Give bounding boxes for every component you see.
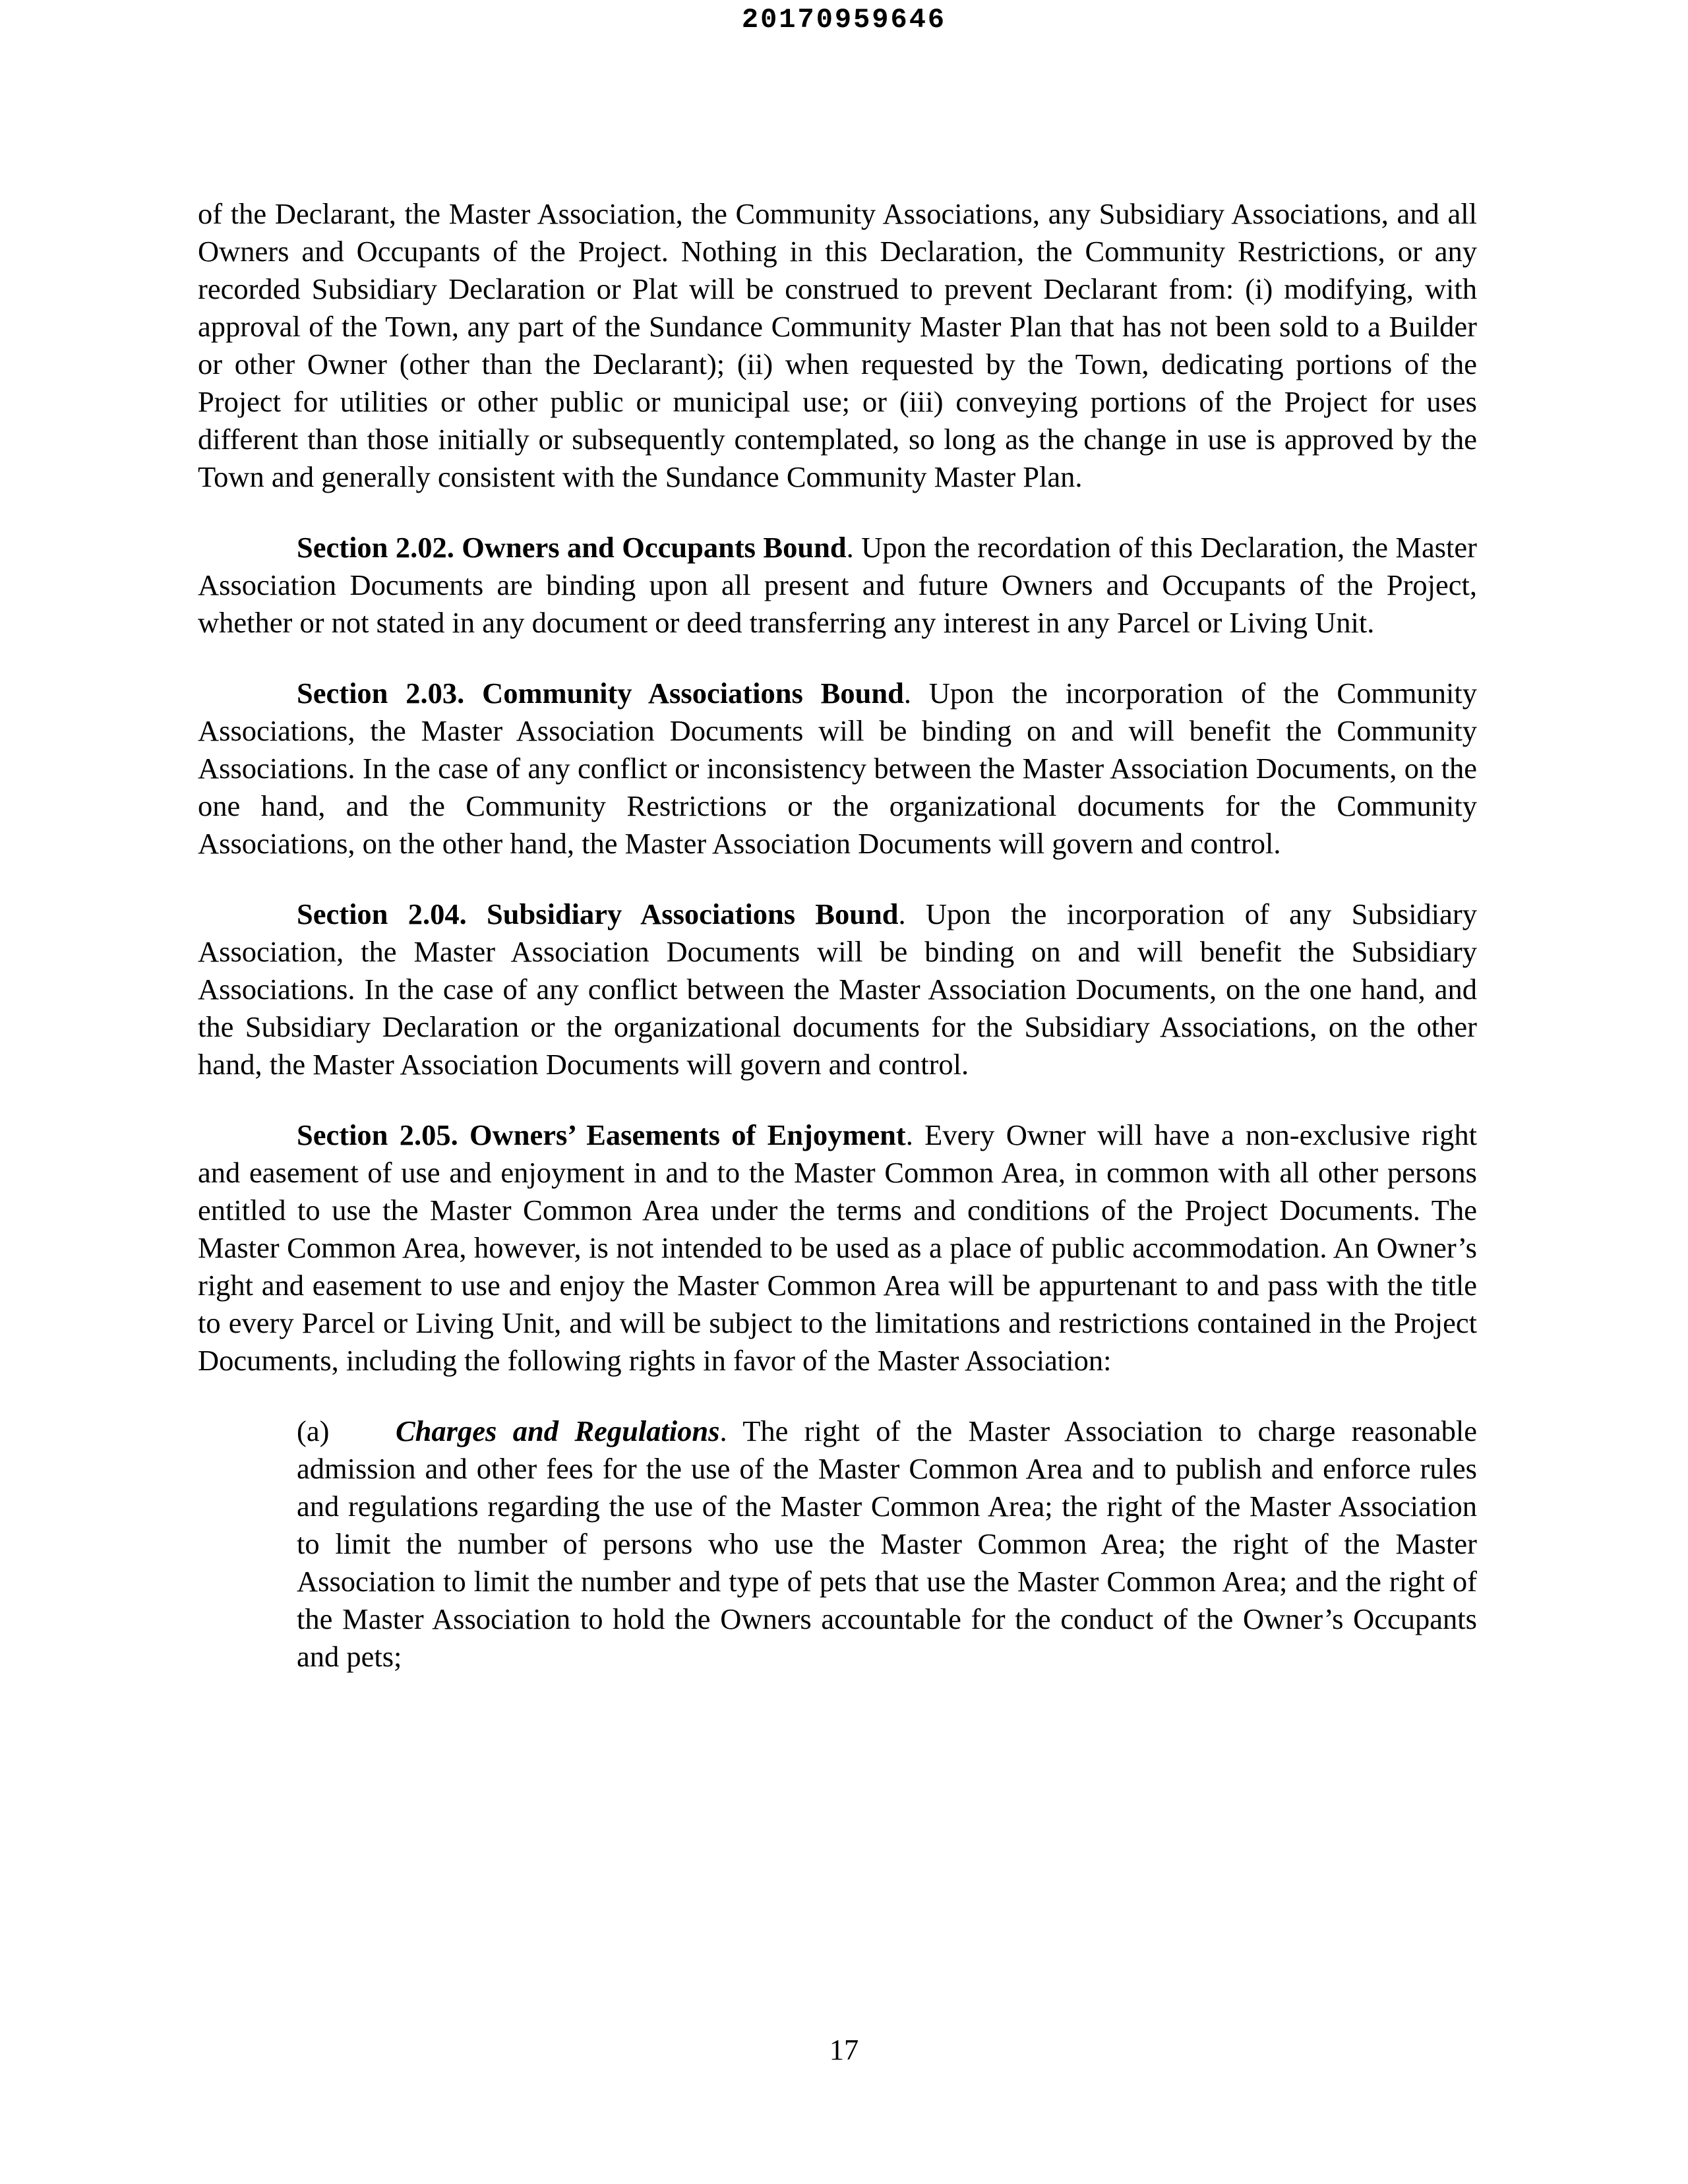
subsection-a bbox=[297, 1412, 1477, 1676]
subsection-label: (a) bbox=[297, 1414, 330, 1447]
section-text: . Upon the recordation of this Declaration, the Master Association Documents are binding upon all present and future Owners and Occupants of the Project, whether or not stated in any document or deed transferring any interest in any Parcel or Living Unit. bbox=[198, 531, 1477, 639]
section-heading: Section 2.02. Owners and Occupants Bound bbox=[297, 531, 847, 564]
section-text: . Every Owner will have a non-exclusive right and easement of use and enjoyment in and to the Master Common Area, in common with all other persons entitled to use the Master Common Area under the terms and conditions of the Project Documents. The Master Common Area, however, is not intended to be used as a place of public accommodation. An Owner’s right and easement to use and enjoy the Master Common Area will be appurtenant to and pass with the title to every Parcel or Living Unit, and will be subject to the limitations and restrictions contained in the Project Documents, including the following rights in favor of the Master Association: bbox=[198, 1118, 1477, 1377]
subsection-heading: Charges and Regulations bbox=[396, 1414, 720, 1447]
section-text: . Upon the incorporation of the Community Associations, the Master Association Documents will be binding on and will benefit the Community Associations. In the case of any conflict or inconsistency between the Master Association Documents, on the one hand, and the Community Restrictions or the organizational documents for the Community Associations, on the other hand, the Master Association Documents will govern and control. bbox=[198, 677, 1477, 860]
subsection-text: . The right of the Master Association to charge reasonable admission and other fees for the use of the Master Common Area and to publish and enforce rules and regulations regarding the use of the Master Common Area; the right of the Master Association to limit the number of persons who use the Master Common Area; the right of the Master Association to limit the number and type of pets that use the Master Common Area; and the right of the Master Association to hold the Owners accountable for the conduct of the Owner’s Occupants and pets; bbox=[297, 1414, 1477, 1673]
page-number: 17 bbox=[829, 2033, 859, 2066]
section-2-05 bbox=[198, 1116, 1477, 1380]
section-heading: Section 2.03. Community Associations Bound bbox=[297, 677, 904, 710]
paragraph-continuation: of the Declarant, the Master Association, the Community Associations, any Subsidiary Associations, and all Owners and Occupants of the Project. Nothing in this Declaration, the Community Restrictions, or any recorded Subsidiary Declaration or Plat will be construed to prevent Declarant from: (i) modifying, with approval of the Town, any part of the Sundance Community Master Plan that has not been sold to a Builder or other Owner (other than the Declarant); (ii) when requested by the Town, dedicating portions of the Project for utilities or other public or municipal use; or (iii) conveying portions of the Project for uses different than those initially or subsequently contemplated, so long as the change in use is approved by the Town and generally consistent with the Sundance Community Master Plan. bbox=[198, 197, 1477, 493]
section-heading: Section 2.04. Subsidiary Associations Bound bbox=[297, 897, 899, 930]
document-number: 20170959646 bbox=[741, 4, 947, 36]
section-2-02 bbox=[198, 529, 1477, 642]
section-2-04 bbox=[198, 895, 1477, 1083]
document-body bbox=[198, 195, 1477, 1709]
section-2-03 bbox=[198, 675, 1477, 863]
section-heading: Section 2.05. Owners’ Easements of Enjoyment bbox=[297, 1118, 906, 1151]
section-text: . Upon the incorporation of any Subsidiary Association, the Master Association Documents will be binding on and will benefit the Subsidiary Associations. In the case of any conflict between the Master Association Documents, on the one hand, and the Subsidiary Declaration or the organizational documents for the Subsidiary Associations, on the other hand, the Master Association Documents will govern and control. bbox=[198, 897, 1477, 1081]
